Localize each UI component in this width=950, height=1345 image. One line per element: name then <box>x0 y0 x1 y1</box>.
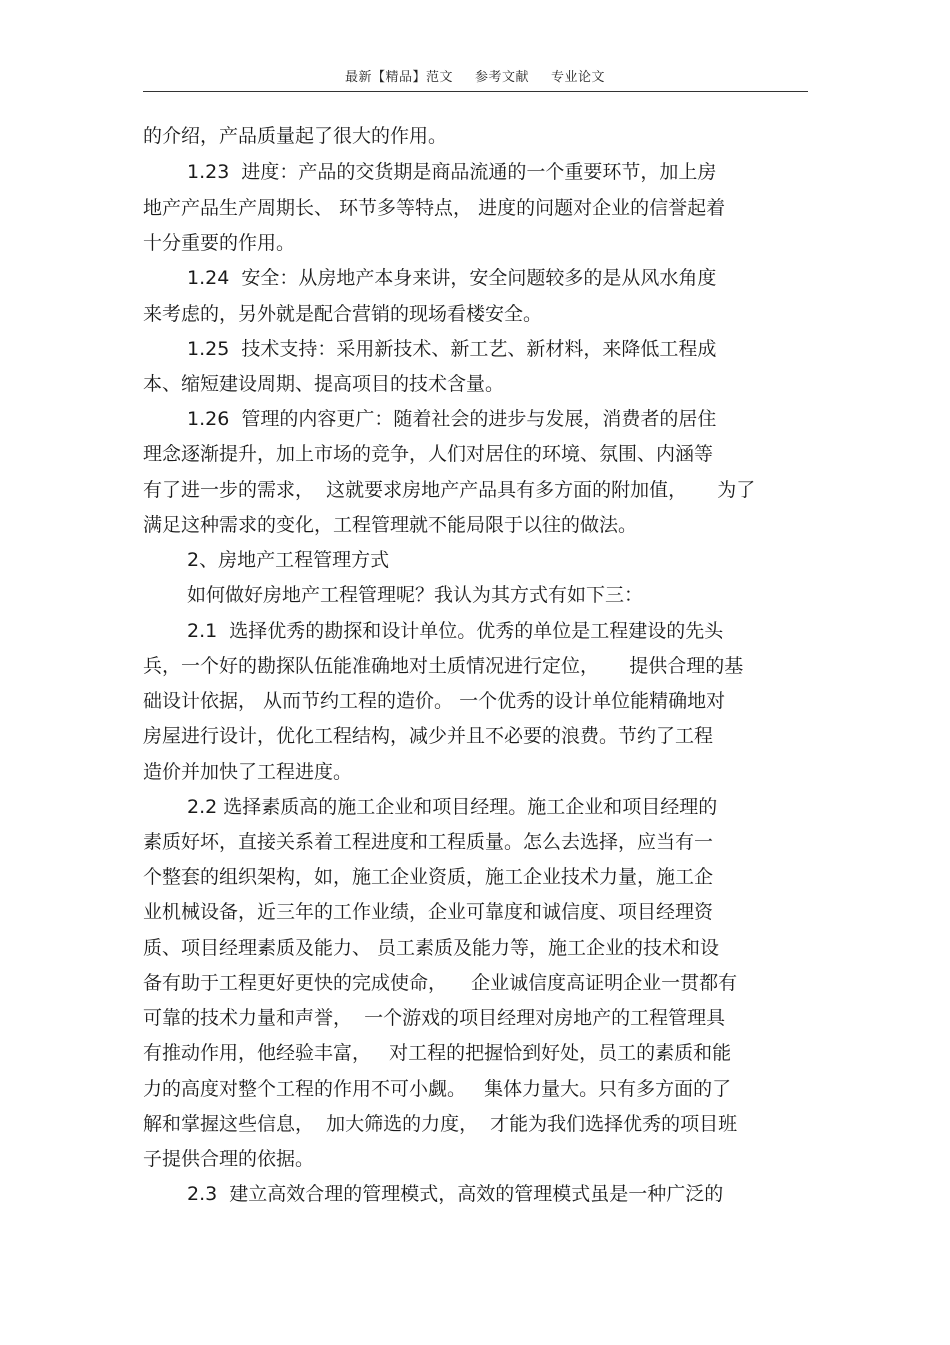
text-line: 兵，一个好的勘探队伍能准确地对土质情况进行定位， 提供合理的基 <box>143 655 744 677</box>
text-line: 本、缩短建设周期、提高项目的技术含量。 <box>143 373 505 395</box>
text-line: 有了进一步的需求， 这就要求房地产产品具有多方面的附加值， 为了 <box>143 479 756 501</box>
text-line: 2.1 选择优秀的勘探和设计单位。优秀的单位是工程建设的先头 <box>187 620 724 642</box>
text-line: 的介绍，产品质量起了很大的作用。 <box>143 125 448 147</box>
text-line: 2.2 选择素质高的施工企业和项目经理。施工企业和项目经理的 <box>187 796 718 818</box>
text-line: 如何做好房地产工程管理呢？我认为其方式有如下三： <box>187 584 644 606</box>
text-line: 础设计依据， 从而节约工程的造价。 一个优秀的设计单位能精确地对 <box>143 690 726 712</box>
text-line: 子提供合理的依据。 <box>143 1148 315 1170</box>
text-line: 2.3 建立高效合理的管理模式，高效的管理模式虽是一种广泛的 <box>187 1183 724 1205</box>
text-line: 备有助于工程更好更快的完成使命， 企业诚信度高证明企业一贯都有 <box>143 972 738 994</box>
text-line: 个整套的组织架构，如，施工企业资质，施工企业技术力量，施工企 <box>143 866 714 888</box>
header-item-latest-essays: 最新【精品】范文 <box>344 70 453 85</box>
header-item-references: 参考文献 <box>474 70 529 85</box>
text-line: 地产产品生产周期长、 环节多等特点， 进度的问题对企业的信誉起着 <box>143 197 726 219</box>
text-line: 满足这种需求的变化，工程管理就不能局限于以往的做法。 <box>143 514 638 536</box>
text-line: 力的高度对整个工程的作用不可小觑。 集体力量大。只有多方面的了 <box>143 1078 732 1100</box>
text-line: 1.25 技术支持：采用新技术、新工艺、新材料，来降低工程成 <box>187 338 717 360</box>
text-line: 房屋进行设计，优化工程结构，减少并且不必要的浪费。节约了工程 <box>143 725 714 747</box>
header-item-papers: 专业论文 <box>551 70 606 85</box>
text-line: 业机械设备，近三年的工作业绩，企业可靠度和诚信度、项目经理资 <box>143 901 714 923</box>
text-line: 1.23 进度：产品的交货期是商品流通的一个重要环节，加上房 <box>187 161 717 183</box>
text-line: 1.26 管理的内容更广：随着社会的进步与发展，消费者的居住 <box>187 408 717 430</box>
text-line: 可靠的技术力量和声誉， 一个游戏的项目经理对房地产的工程管理具 <box>143 1007 726 1029</box>
text-line: 有推动作用，他经验丰富， 对工程的把握恰到好处，员工的素质和能 <box>143 1042 732 1064</box>
text-line: 质、项目经理素质及能力、 员工素质及能力等，施工企业的技术和设 <box>143 937 720 959</box>
page-header <box>0 66 950 85</box>
header-divider <box>143 91 808 92</box>
text-line: 十分重要的作用。 <box>143 232 296 254</box>
text-line: 解和掌握这些信息， 加大筛选的力度， 才能为我们选择优秀的项目班 <box>143 1113 738 1135</box>
text-line: 素质好坏，直接关系着工程进度和工程质量。怎么去选择，应当有一 <box>143 831 714 853</box>
text-line: 理念逐渐提升，加上市场的竞争，人们对居住的环境、氛围、内涵等 <box>143 443 714 465</box>
text-line: 来考虑的，另外就是配合营销的现场看楼安全。 <box>143 303 543 325</box>
text-line: 2、房地产工程管理方式 <box>187 549 390 571</box>
text-line: 1.24 安全：从房地产本身来讲，安全问题较多的是从风水角度 <box>187 267 717 289</box>
text-line: 造价并加快了工程进度。 <box>143 761 353 783</box>
